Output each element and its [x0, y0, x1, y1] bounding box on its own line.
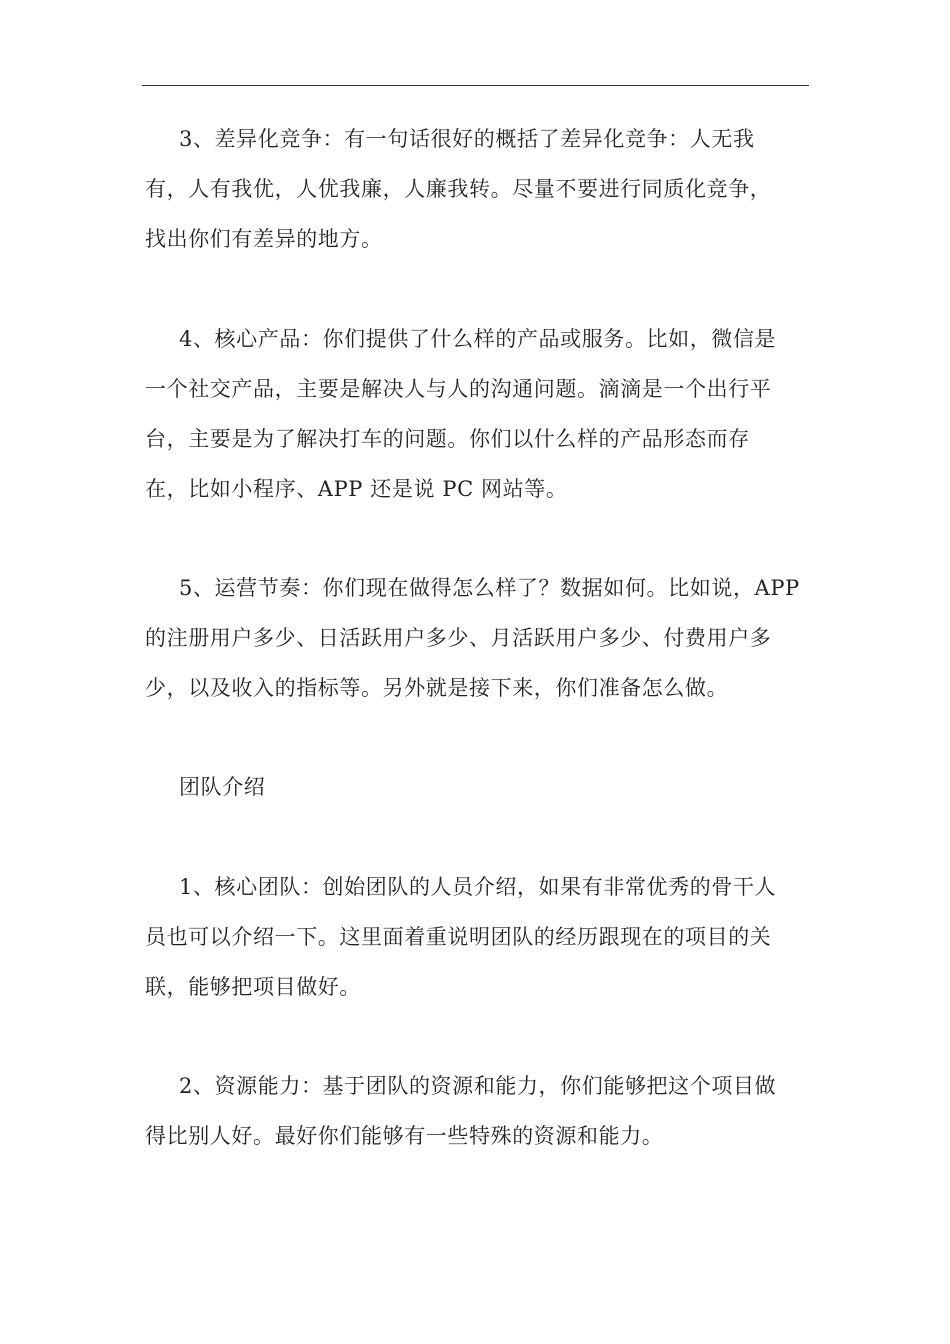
paragraph-line: 4、核心产品：你们提供了什么样的产品或服务。比如，微信是 [179, 327, 777, 351]
paragraph-line: 一个社交产品，主要是解决人与人的沟通问题。滴滴是一个出行平 [145, 377, 772, 401]
paragraph-line: 3、差异化竞争：有一句话很好的概括了差异化竞争：人无我 [179, 127, 755, 151]
paragraph-line: 少，以及收入的指标等。另外就是接下来，你们准备怎么做。 [145, 676, 729, 700]
paragraph-line: 有，人有我优，人优我廉，人廉我转。尽量不要进行同质化竞争， [145, 177, 772, 201]
paragraph-line: 2、资源能力：基于团队的资源和能力，你们能够把这个项目做 [179, 1074, 777, 1098]
paragraph-differentiation [145, 114, 810, 264]
paragraph-core-team [145, 862, 810, 1012]
paragraph-line: 联，能够把项目做好。 [145, 975, 361, 999]
header-divider [142, 85, 809, 86]
paragraph-line: 员也可以介绍一下。这里面着重说明团队的经历跟现在的项目的关 [145, 925, 772, 949]
paragraph-line: 得比别人好。最好你们能够有一些特殊的资源和能力。 [145, 1124, 664, 1148]
paragraph-resources [145, 1061, 810, 1161]
paragraph-line: 1、核心团队：创始团队的人员介绍，如果有非常优秀的骨干人 [179, 875, 777, 899]
paragraph-line: 的注册用户多少、日活跃用户多少、月活跃用户多少、付费用户多 [145, 626, 772, 650]
paragraph-line: 台，主要是为了解决打车的问题。你们以什么样的产品形态而存 [145, 427, 750, 451]
section-heading-team: 团队介绍 [179, 775, 266, 799]
paragraph-core-product [145, 314, 810, 514]
paragraph-operations [145, 563, 810, 713]
paragraph-line: 找出你们有差异的地方。 [145, 227, 383, 251]
paragraph-line: 在，比如小程序、APP 还是说 PC 网站等。 [145, 477, 568, 501]
paragraph-line: 5、运营节奏：你们现在做得怎么样了？数据如何。比如说，APP [179, 576, 800, 600]
